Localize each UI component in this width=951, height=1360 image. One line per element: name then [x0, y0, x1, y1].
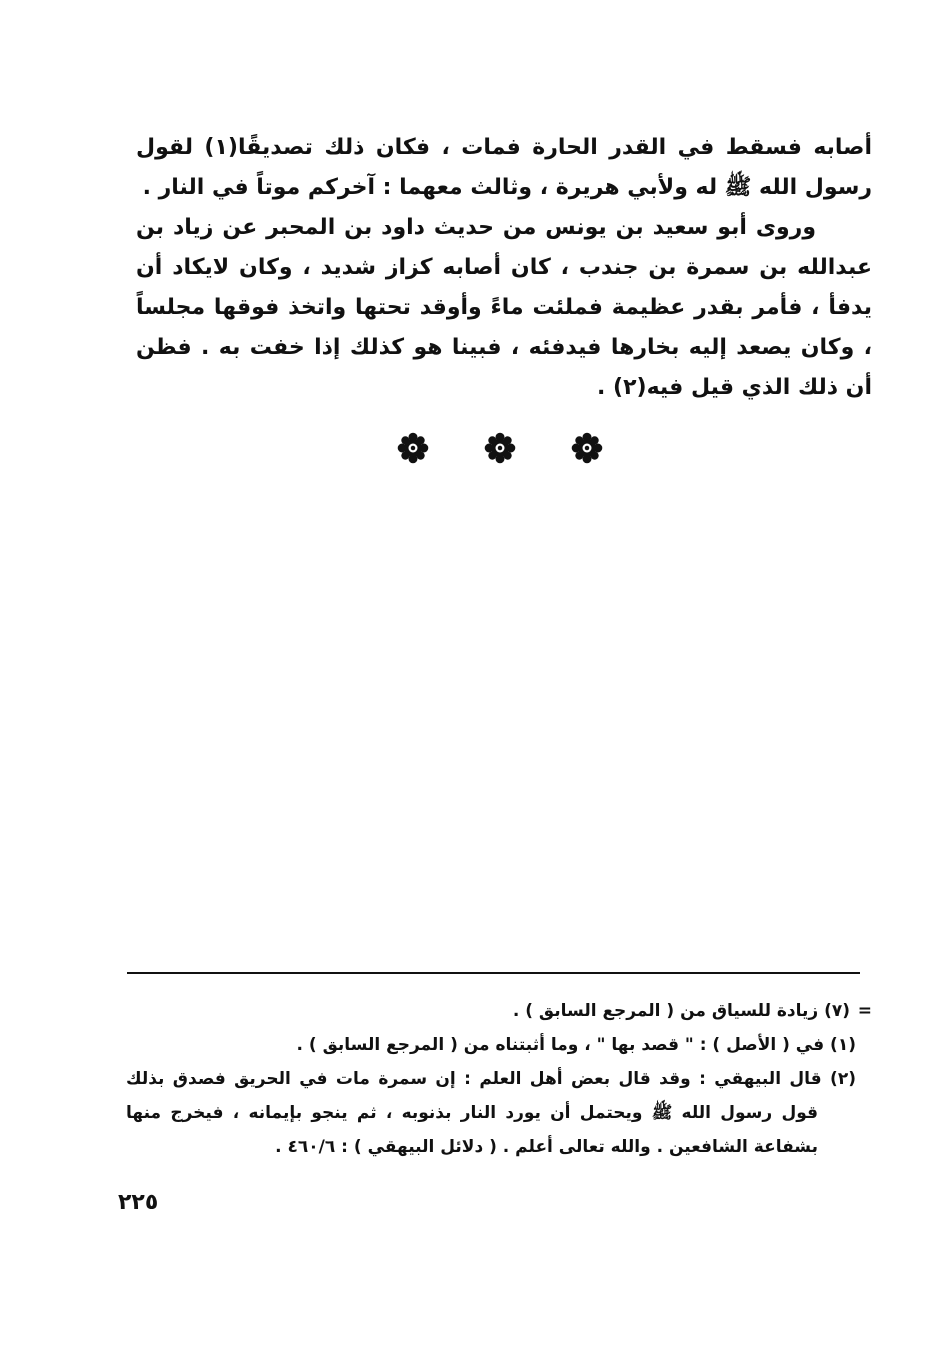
- paragraph-2: وروى أبو سعيد بن يونس من حديث داود بن المحبر عن زياد بن عبدالله بن سمرة بن جندب ، كان أصابه كزاز شديد ، وكان لايكاد أن يدفأ ، فأمر بقدر عظيمة فملئت ماءً وأوقد تحتها واتخذ فوقها مجلساً ، وكان يصعد إليه بخارها فيدفئه ، فبينا هو كذلك إذا خفت به . فظن أن ذلك الذي قيل فيه(٢) .: [136, 215, 872, 400]
- flower-ornament-icon: [569, 430, 605, 466]
- footnote-2: (٢) قال البيهقي : وقد قال بعض أهل العلم : إن سمرة مات في الحريق فصدق بذلك قول رسول الله ﷺ ويحتمل أن يورد النار بذنوبه ، ثم ينجو بإيمانه ، فيخرج منها بشفاعة الشافعين . والله تعالى أعلم . ( دلائل البيهقي ) : ٤٦٠/٦ .: [126, 1069, 856, 1157]
- footnote-separator: [127, 972, 860, 974]
- flower-ornament-icon: [395, 430, 431, 466]
- flower-ornament-icon: [482, 430, 518, 466]
- page-number: ٢٢٥: [118, 1190, 159, 1215]
- footnote-1: (١) في ( الأصل ) : " قصد بها " ، وما أثبتناه من ( المرجع السابق ) .: [296, 1035, 856, 1055]
- continuation-mark: =: [857, 1001, 872, 1021]
- main-text: [136, 128, 872, 408]
- footnote-text: (٧) زيادة للسياق من ( المرجع السابق ) .: [512, 1001, 851, 1021]
- footnotes: [126, 994, 872, 1164]
- paragraph-1: أصابه فسقط في القدر الحارة فمات ، فكان ذلك تصديقًا(١) لقول رسول الله ﷺ له ولأبي هريرة ، وثالث معهما : آخركم موتاً في النار .: [136, 135, 872, 200]
- footnote-continued: [126, 994, 872, 1028]
- section-divider-ornaments: [395, 428, 605, 468]
